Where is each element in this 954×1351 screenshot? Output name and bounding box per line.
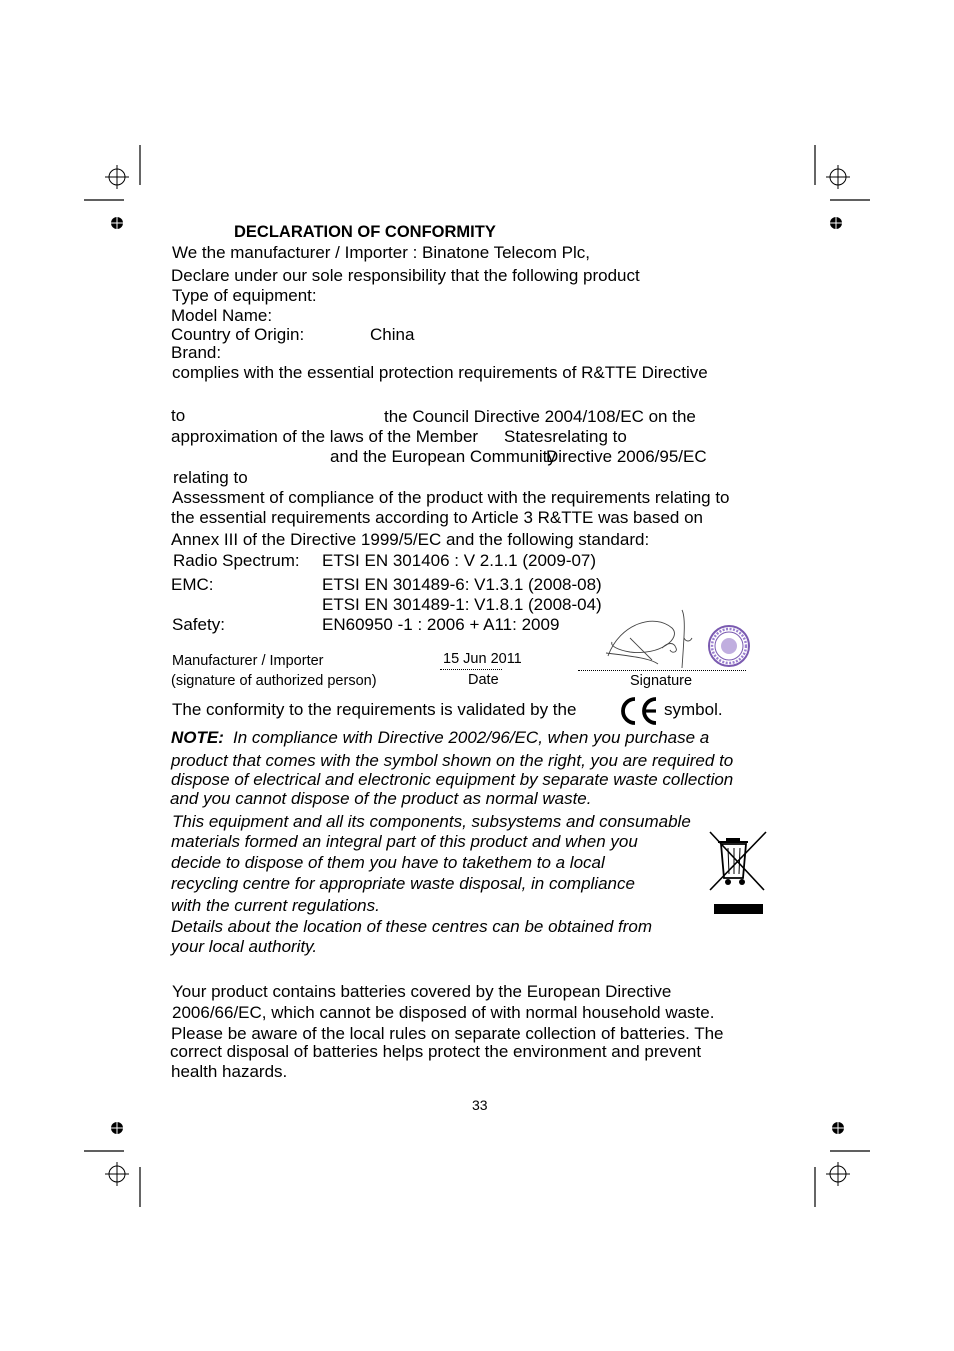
directive-approximation: approximation of the laws of the Member	[171, 427, 479, 446]
date-value: 15 Jun 2011	[443, 651, 522, 667]
equipment-line-5: with the current regulations.	[171, 896, 380, 915]
signature-label: Signature	[630, 673, 693, 689]
registration-mark-bottom-left-icon	[80, 1115, 170, 1215]
directive-to: to	[171, 406, 186, 425]
battery-line-1: Your product contains batteries covered by the European Directive	[172, 982, 672, 1001]
weee-bin-icon	[706, 830, 768, 916]
complies-line: complies with the essential protection requirements of R&TTE Directive	[172, 363, 708, 382]
battery-line-5: health hazards.	[171, 1062, 288, 1081]
equipment-line-2: materials formed an integral part of this product and when you	[171, 832, 638, 851]
conformity-text-before: The conformity to the requirements is validated by the	[172, 700, 577, 719]
radio-spectrum-label: Radio Spectrum:	[173, 551, 300, 570]
registration-mark-bottom-right-icon	[790, 1115, 880, 1215]
conformity-text-after: symbol.	[664, 700, 723, 719]
directive-states: Statesrelating to	[504, 427, 627, 446]
battery-line-4: correct disposal of batteries helps protect the environment and prevent	[170, 1042, 702, 1061]
battery-line-2: 2006/66/EC, which cannot be disposed of with normal household waste.	[172, 1003, 715, 1022]
note-line-2: product that comes with the symbol shown on the right, you are required to	[171, 751, 734, 770]
country-of-origin-label: Country of Origin:	[171, 325, 305, 344]
signature-line	[578, 670, 746, 671]
page-number: 33	[472, 1097, 488, 1113]
assessment-line-3: Annex III of the Directive 1999/5/EC and the following standard:	[171, 530, 650, 549]
assessment-line-2: the essential requirements according to Article 3 R&TTE was based on	[171, 508, 703, 527]
page-title: DECLARATION OF CONFORMITY	[234, 223, 496, 241]
directive-and-eu: and the European Community	[330, 447, 556, 466]
note-label: NOTE:	[171, 728, 224, 747]
emc-label: EMC:	[171, 575, 214, 594]
equipment-line-7: your local authority.	[171, 937, 318, 956]
ce-mark-icon	[620, 696, 662, 726]
brand-label: Brand:	[171, 343, 222, 362]
registration-mark-top-right-icon	[790, 140, 880, 240]
assessment-line-1: Assessment of compliance of the product with the requirements relating to	[172, 488, 730, 507]
equipment-line-3: decide to dispose of them you have to takethem to a local	[171, 853, 605, 872]
equipment-line-4: recycling centre for appropriate waste disposal, in compliance	[171, 874, 635, 893]
country-of-origin-value: China	[370, 325, 415, 344]
note-line-3: dispose of electrical and electronic equipment by separate waste collection	[171, 770, 734, 789]
manufacturer-line: We the manufacturer / Importer : Binatone Telecom Plc,	[172, 243, 590, 262]
authorized-signature-label: (signature of authorized person)	[171, 673, 377, 689]
manufacturer-importer-label: Manufacturer / Importer	[172, 653, 324, 669]
model-name-label: Model Name:	[171, 306, 273, 325]
equipment-line-6: Details about the location of these centres can be obtained from	[171, 917, 653, 936]
registration-mark-top-left-icon	[80, 140, 170, 240]
directive-council: the Council Directive 2004/108/EC on the	[384, 407, 696, 426]
date-label: Date	[468, 672, 499, 688]
handwritten-signature-icon	[600, 608, 700, 670]
radio-spectrum-value: ETSI EN 301406 : V 2.1.1 (2009-07)	[322, 551, 597, 570]
emc-value-1: ETSI EN 301489-6: V1.3.1 (2008-08)	[322, 575, 602, 594]
type-of-equipment-label: Type of equipment:	[172, 286, 317, 305]
note-line-4: and you cannot dispose of the product as normal waste.	[170, 789, 592, 808]
equipment-line-1: This equipment and all its components, subsystems and consumable	[172, 812, 691, 831]
declare-line: Declare under our sole responsibility that the following product	[171, 266, 640, 285]
company-stamp-icon	[707, 624, 751, 668]
directive-2006: Directive 2006/95/EC	[546, 447, 707, 466]
safety-label: Safety:	[172, 615, 225, 634]
note-line-1: In compliance with Directive 2002/96/EC, when you purchase a	[233, 728, 710, 747]
battery-line-3: Please be aware of the local rules on separate collection of batteries. The	[171, 1024, 724, 1043]
emc-value-2: ETSI EN 301489-1: V1.8.1 (2008-04)	[322, 595, 602, 614]
date-underline	[440, 669, 502, 670]
safety-value: EN60950 -1 : 2006 + A11: 2009	[322, 615, 560, 634]
directive-relating: relating to	[173, 468, 248, 487]
